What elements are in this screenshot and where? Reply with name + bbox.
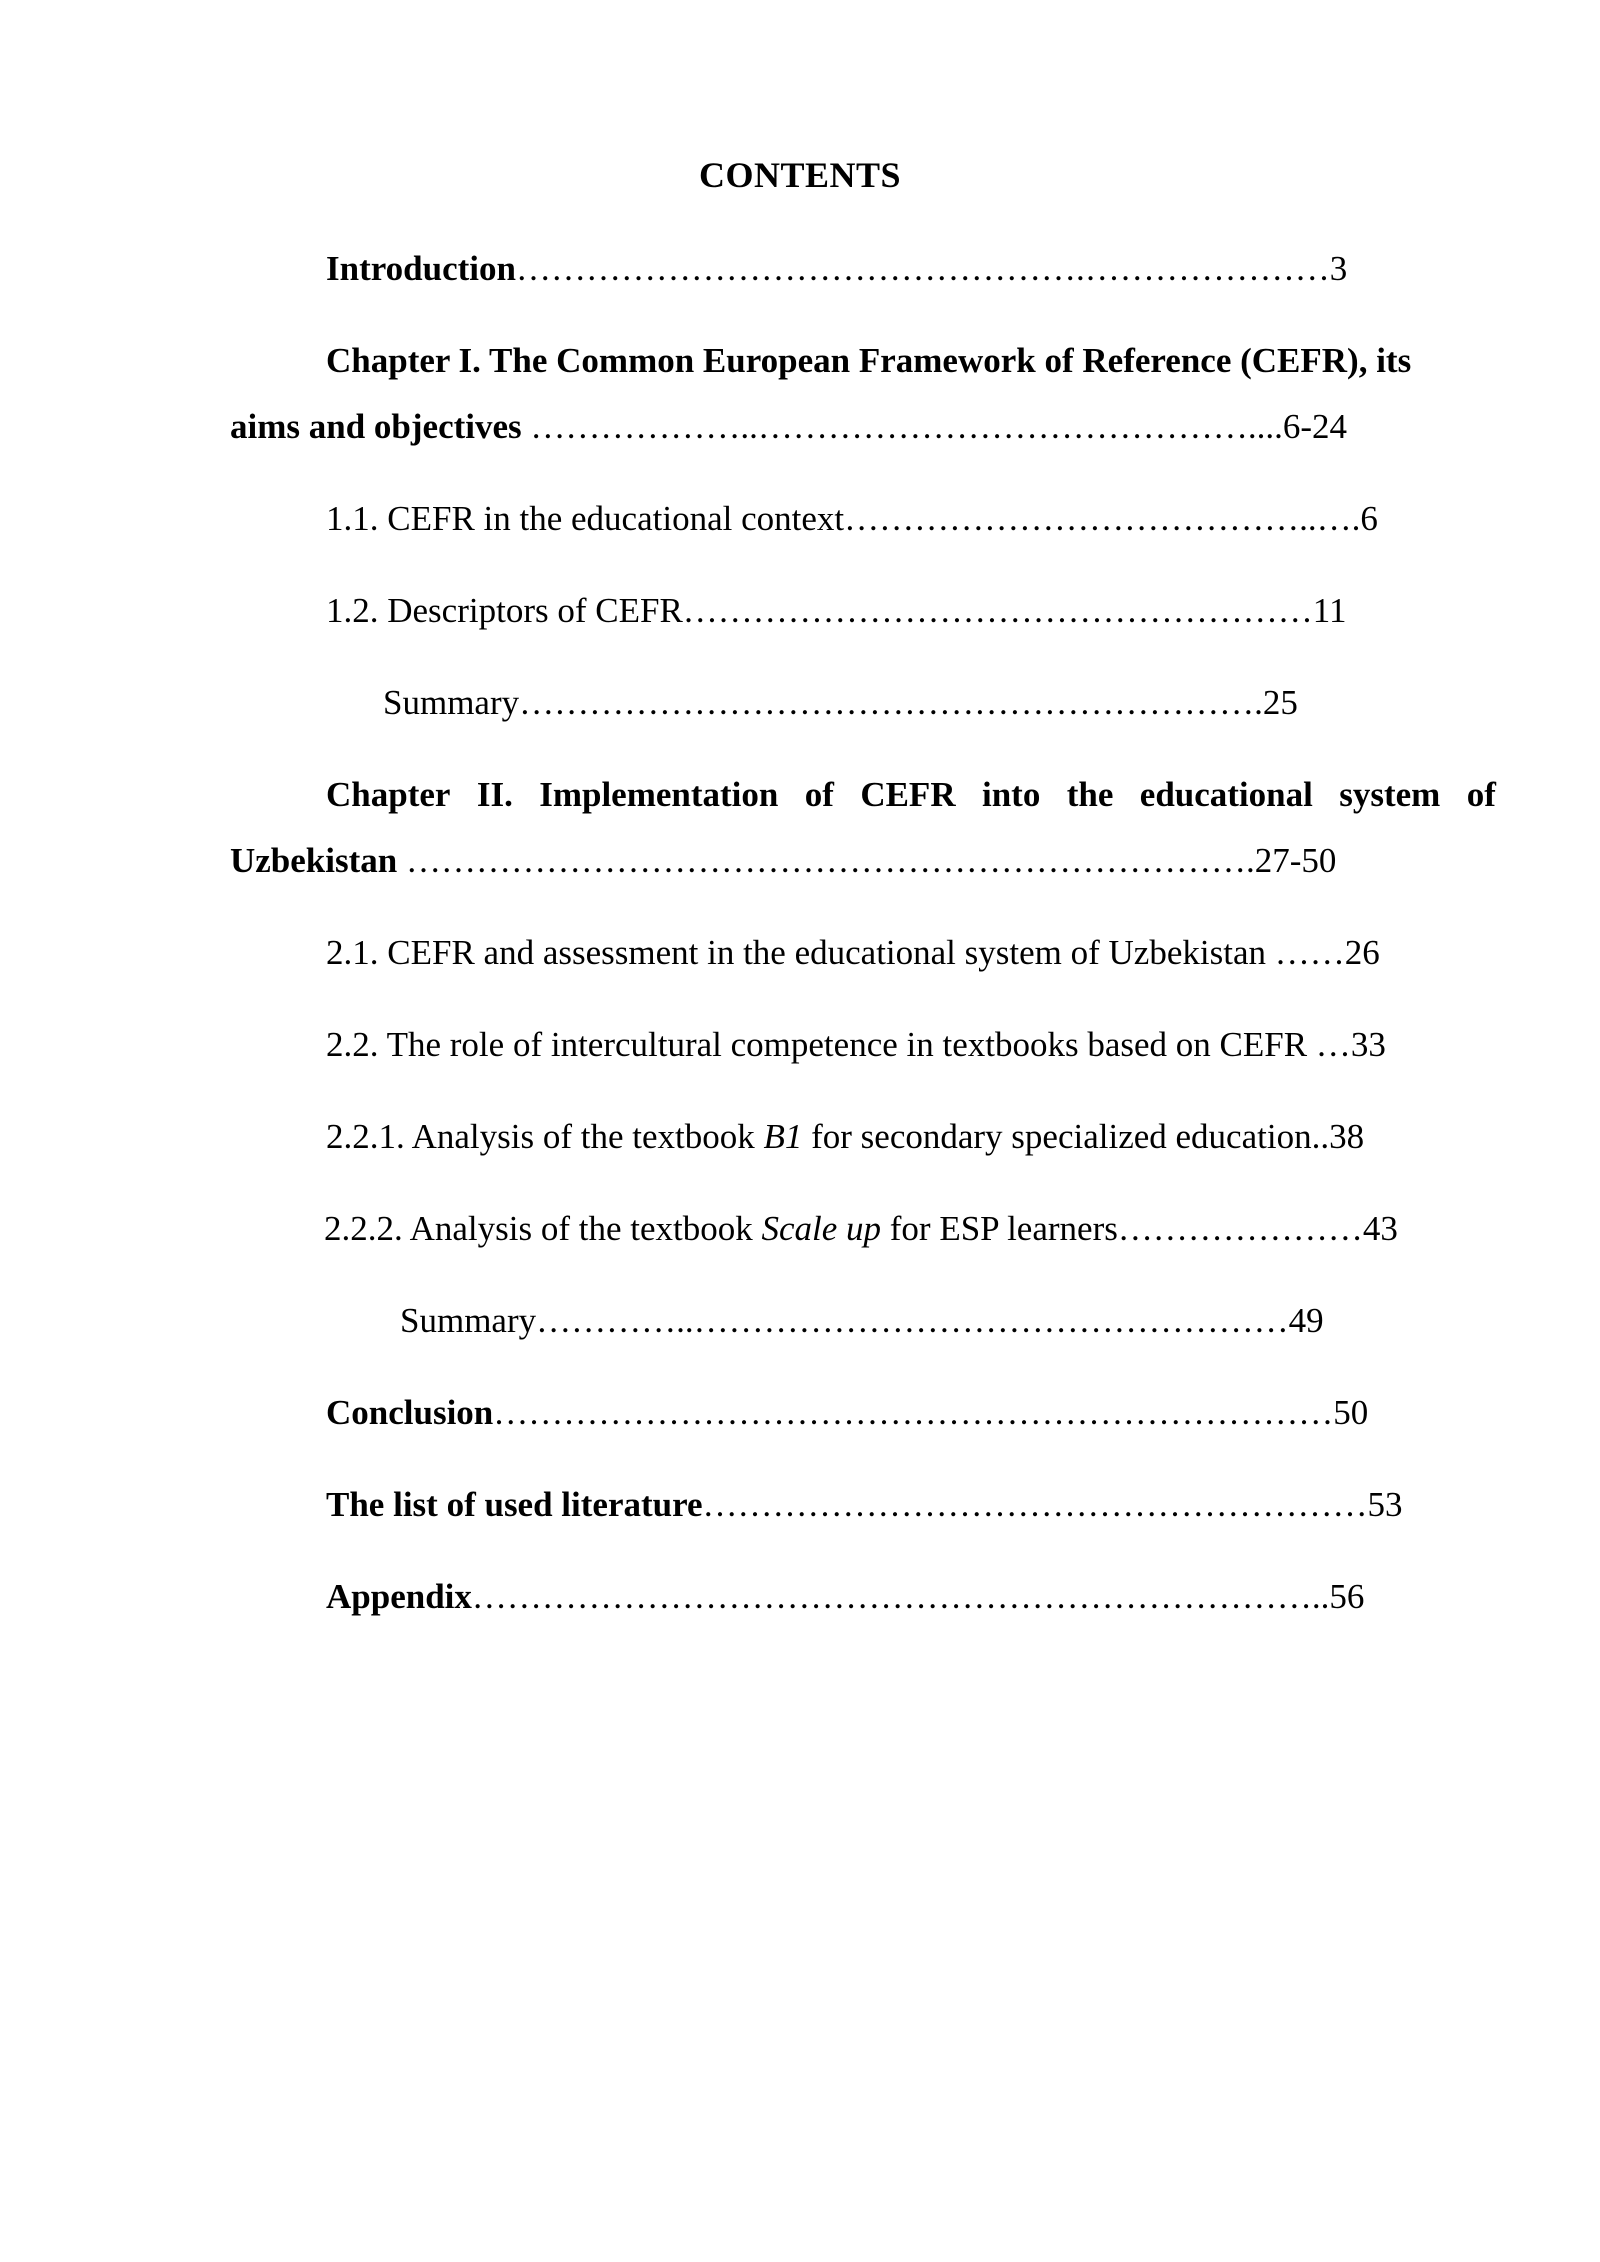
heading-word: of [1466, 775, 1496, 814]
toc-dots: ……………………………………………………………… [493, 1393, 1334, 1432]
toc-page-number: 43 [1362, 1209, 1398, 1248]
toc-label: Summary [400, 1301, 537, 1340]
toc-dots: ………………………………………….………………… [515, 249, 1330, 288]
toc-dots: ……………………………………………… [682, 591, 1313, 630]
toc-entry-chapter-2[interactable] [230, 839, 1336, 883]
toc-dots: ……………………………………………………………….. [471, 1577, 1330, 1616]
toc-page-number: 6-24 [1282, 407, 1348, 446]
toc-dots: ………………..…………………………………….... [521, 407, 1283, 446]
toc-page-number: 56 [1329, 1577, 1365, 1616]
toc-dots: ………………………………………………………. [519, 683, 1263, 722]
toc-label-italic: B1 [763, 1117, 803, 1156]
toc-page-number: 3 [1329, 249, 1348, 288]
heading-word: system [1339, 775, 1441, 814]
toc-entry-summary-1[interactable] [383, 681, 1298, 725]
toc-dots: …………………………………..…. [844, 499, 1361, 538]
toc-dots: ………………………………………………… [702, 1485, 1368, 1524]
heading-word: the [1066, 775, 1114, 814]
heading-word: educational [1139, 775, 1313, 814]
heading-word: Chapter [326, 775, 451, 814]
toc-label: Uzbekistan [230, 841, 398, 880]
toc-label: 2.2. The role of intercultural competence in textbooks based on CEFR … [326, 1025, 1351, 1064]
toc-entry-introduction[interactable] [326, 247, 1347, 291]
toc-chapter-1-heading[interactable]: Chapter I. The Common European Framework of Reference (CEFR), its [326, 341, 1412, 380]
toc-label: 1.2. Descriptors of CEFR [326, 591, 683, 630]
toc-label-italic: Scale up [761, 1209, 882, 1248]
contents-title: CONTENTS [698, 155, 902, 195]
toc-page-number: 33 [1350, 1025, 1386, 1064]
toc-page-number: 26 [1344, 933, 1380, 972]
toc-page-number: 50 [1333, 1393, 1369, 1432]
heading-word: II. [476, 775, 513, 814]
heading-word: of [804, 775, 834, 814]
toc-page-number: 6 [1360, 499, 1378, 538]
toc-entry-literature[interactable] [326, 1483, 1403, 1527]
toc-label: Appendix [326, 1577, 472, 1616]
toc-label: The list of used literature [326, 1485, 703, 1524]
toc-page-number: 11 [1312, 591, 1347, 630]
toc-page-number: 53 [1367, 1485, 1403, 1524]
toc-dots: ………………………………………………………………. [397, 841, 1255, 880]
toc-page-number: 27-50 [1254, 841, 1337, 880]
toc-entry-2-2-1[interactable] [326, 1115, 1364, 1159]
toc-label: aims and objectives [230, 407, 522, 446]
toc-page-number: 25 [1262, 683, 1298, 722]
toc-chapter-2-heading[interactable] [326, 773, 1496, 817]
toc-label: 2.1. CEFR and assessment in the educational system of Uzbekistan …… [326, 933, 1345, 972]
toc-entry-2-1[interactable] [326, 931, 1380, 975]
toc-entry-conclusion[interactable] [326, 1391, 1368, 1435]
toc-entry-chapter-1[interactable] [230, 405, 1347, 449]
toc-entry-1-2[interactable] [326, 589, 1347, 633]
toc-label: 2.2.2. Analysis of the textbook [324, 1209, 762, 1248]
heading-word: Implementation [539, 775, 779, 814]
toc-entry-appendix[interactable] [326, 1575, 1364, 1619]
toc-label: for ESP learners………………… [881, 1209, 1363, 1248]
toc-label: 2.2.1. Analysis of the textbook [326, 1117, 764, 1156]
toc-entry-summary-2[interactable] [400, 1299, 1324, 1343]
toc-label: for secondary specialized education.. [802, 1117, 1330, 1156]
toc-label: Conclusion [326, 1393, 494, 1432]
toc-entry-2-2[interactable] [326, 1023, 1386, 1067]
heading-word: CEFR [860, 775, 956, 814]
toc-label: Introduction [326, 249, 516, 288]
toc-label: Summary [383, 683, 520, 722]
heading-word: into [981, 775, 1041, 814]
toc-page-number: 38 [1329, 1117, 1365, 1156]
toc-dots: …………..…………………………………………… [536, 1301, 1289, 1340]
toc-entry-1-1[interactable] [326, 497, 1378, 541]
toc-page-number: 49 [1288, 1301, 1324, 1340]
toc-label: 1.1. CEFR in the educational context [326, 499, 845, 538]
toc-entry-2-2-2[interactable] [324, 1207, 1398, 1251]
